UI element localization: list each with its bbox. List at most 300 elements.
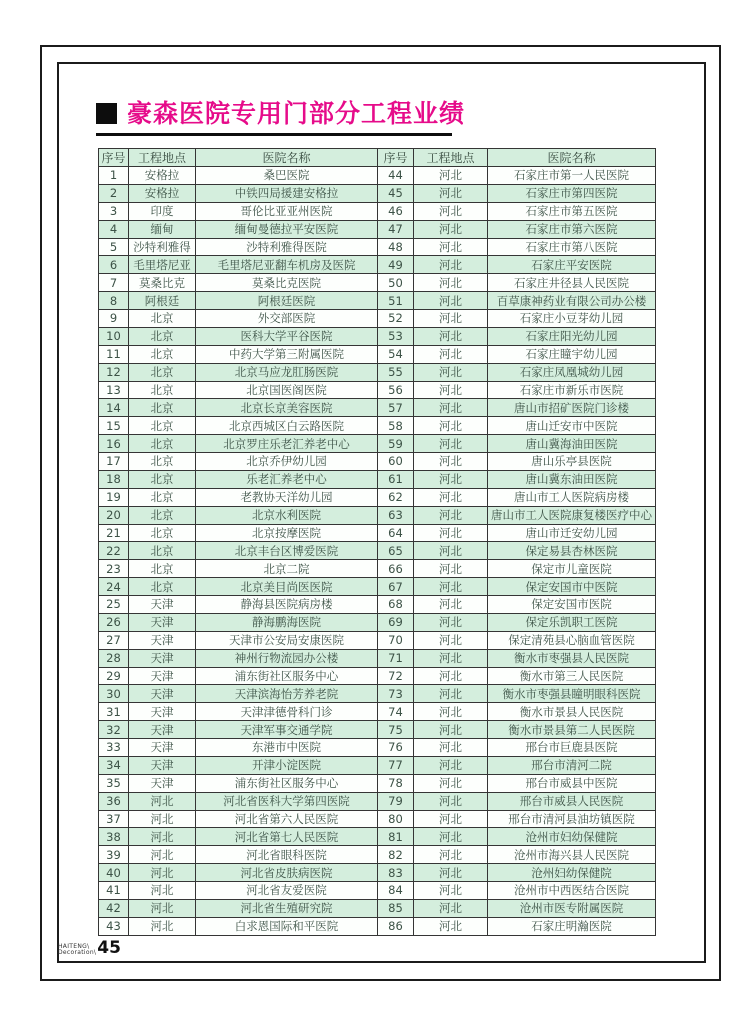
cell-index-left: 23 bbox=[99, 560, 129, 578]
title-bullet-square bbox=[96, 103, 117, 124]
cell-location-left: 北京 bbox=[129, 310, 196, 328]
cell-location-left: 缅甸 bbox=[129, 220, 196, 238]
cell-location-left: 北京 bbox=[129, 560, 196, 578]
cell-hospital-left: 北京长京美容医院 bbox=[196, 399, 378, 417]
cell-hospital-right: 石家庄市第六医院 bbox=[488, 220, 656, 238]
table-row bbox=[99, 882, 656, 900]
cell-hospital-right: 保定安国市中医院 bbox=[488, 578, 656, 596]
table-row bbox=[99, 756, 656, 774]
cell-index-right: 48 bbox=[378, 238, 414, 256]
cell-index-left: 12 bbox=[99, 363, 129, 381]
cell-index-right: 79 bbox=[378, 792, 414, 810]
table-row bbox=[99, 327, 656, 345]
cell-index-left: 19 bbox=[99, 488, 129, 506]
cell-hospital-left: 外交部医院 bbox=[196, 310, 378, 328]
cell-hospital-left: 桑巴医院 bbox=[196, 167, 378, 185]
cell-hospital-right: 保定易县杏林医院 bbox=[488, 542, 656, 560]
cell-location-left: 河北 bbox=[129, 917, 196, 935]
table-row bbox=[99, 899, 656, 917]
cell-location-right: 河北 bbox=[414, 882, 488, 900]
cell-hospital-left: 乐老汇养老中心 bbox=[196, 470, 378, 488]
cell-location-right: 河北 bbox=[414, 327, 488, 345]
cell-index-left: 38 bbox=[99, 828, 129, 846]
table-row bbox=[99, 631, 656, 649]
cell-index-left: 35 bbox=[99, 774, 129, 792]
cell-hospital-right: 唐山市工人医院康复楼医疗中心 bbox=[488, 506, 656, 524]
cell-location-left: 莫桑比克 bbox=[129, 274, 196, 292]
table-row bbox=[99, 524, 656, 542]
cell-location-right: 河北 bbox=[414, 363, 488, 381]
cell-index-left: 41 bbox=[99, 882, 129, 900]
cell-index-right: 59 bbox=[378, 435, 414, 453]
cell-location-left: 北京 bbox=[129, 470, 196, 488]
cell-location-right: 河北 bbox=[414, 578, 488, 596]
cell-location-right: 河北 bbox=[414, 756, 488, 774]
table-row bbox=[99, 506, 656, 524]
cell-location-left: 天津 bbox=[129, 685, 196, 703]
cell-hospital-right: 唐山乐亭县医院 bbox=[488, 453, 656, 471]
cell-location-left: 北京 bbox=[129, 524, 196, 542]
cell-index-left: 42 bbox=[99, 899, 129, 917]
cell-location-right: 河北 bbox=[414, 846, 488, 864]
cell-location-left: 北京 bbox=[129, 363, 196, 381]
cell-hospital-left: 北京西城区白云路医院 bbox=[196, 417, 378, 435]
cell-index-left: 25 bbox=[99, 596, 129, 614]
cell-hospital-right: 唐山冀东油田医院 bbox=[488, 470, 656, 488]
cell-hospital-left: 北京按摩医院 bbox=[196, 524, 378, 542]
cell-location-left: 安格拉 bbox=[129, 184, 196, 202]
cell-hospital-right: 石家庄市新乐市医院 bbox=[488, 381, 656, 399]
cell-hospital-left: 天津市公安局安康医院 bbox=[196, 631, 378, 649]
table-row bbox=[99, 703, 656, 721]
cell-hospital-left: 北京乔伊幼儿园 bbox=[196, 453, 378, 471]
cell-index-right: 46 bbox=[378, 202, 414, 220]
footer-logo-line2: Decoration\ bbox=[58, 949, 97, 956]
table-row bbox=[99, 739, 656, 757]
cell-index-left: 4 bbox=[99, 220, 129, 238]
cell-hospital-right: 保定乐凯职工医院 bbox=[488, 613, 656, 631]
cell-location-right: 河北 bbox=[414, 202, 488, 220]
table-row bbox=[99, 470, 656, 488]
cell-index-right: 83 bbox=[378, 864, 414, 882]
cell-hospital-left: 河北省第七人民医院 bbox=[196, 828, 378, 846]
cell-location-right: 河北 bbox=[414, 828, 488, 846]
cell-location-right: 河北 bbox=[414, 721, 488, 739]
table-row bbox=[99, 488, 656, 506]
cell-index-left: 43 bbox=[99, 917, 129, 935]
cell-hospital-left: 河北省皮肤病医院 bbox=[196, 864, 378, 882]
cell-index-left: 3 bbox=[99, 202, 129, 220]
cell-index-left: 17 bbox=[99, 453, 129, 471]
cell-hospital-right: 石家庄市第四医院 bbox=[488, 184, 656, 202]
table-row bbox=[99, 238, 656, 256]
cell-hospital-left: 医科大学平谷医院 bbox=[196, 327, 378, 345]
cell-index-left: 21 bbox=[99, 524, 129, 542]
cell-location-right: 河北 bbox=[414, 167, 488, 185]
cell-index-right: 67 bbox=[378, 578, 414, 596]
cell-hospital-right: 唐山市招矿医院门诊楼 bbox=[488, 399, 656, 417]
cell-location-right: 河北 bbox=[414, 274, 488, 292]
cell-hospital-left: 天津滨海怡芳养老院 bbox=[196, 685, 378, 703]
cell-index-right: 58 bbox=[378, 417, 414, 435]
table-row bbox=[99, 292, 656, 310]
cell-hospital-right: 保定安国市医院 bbox=[488, 596, 656, 614]
table-row bbox=[99, 363, 656, 381]
cell-location-left: 河北 bbox=[129, 899, 196, 917]
cell-location-left: 北京 bbox=[129, 488, 196, 506]
cell-location-left: 北京 bbox=[129, 435, 196, 453]
cell-location-left: 天津 bbox=[129, 631, 196, 649]
cell-hospital-right: 衡水市景县人民医院 bbox=[488, 703, 656, 721]
table-row bbox=[99, 846, 656, 864]
cell-hospital-left: 北京丰台区博爱医院 bbox=[196, 542, 378, 560]
projects-table bbox=[98, 148, 656, 936]
cell-location-left: 北京 bbox=[129, 327, 196, 345]
table-row bbox=[99, 399, 656, 417]
header-index-right: 序号 bbox=[378, 149, 414, 167]
cell-index-right: 61 bbox=[378, 470, 414, 488]
cell-hospital-left: 中药大学第三附属医院 bbox=[196, 345, 378, 363]
cell-index-right: 86 bbox=[378, 917, 414, 935]
cell-hospital-right: 邢台市清河二院 bbox=[488, 756, 656, 774]
cell-location-right: 河北 bbox=[414, 184, 488, 202]
table-row bbox=[99, 864, 656, 882]
cell-hospital-right: 邢台市威县人民医院 bbox=[488, 792, 656, 810]
table-body bbox=[99, 167, 656, 936]
cell-hospital-left: 北京罗庄乐老汇养老中心 bbox=[196, 435, 378, 453]
cell-hospital-right: 邢台市清河县油坊镇医院 bbox=[488, 810, 656, 828]
cell-hospital-left: 河北省眼科医院 bbox=[196, 846, 378, 864]
cell-hospital-right: 衡水市景县第二人民医院 bbox=[488, 721, 656, 739]
cell-location-left: 河北 bbox=[129, 846, 196, 864]
cell-index-right: 65 bbox=[378, 542, 414, 560]
cell-index-right: 77 bbox=[378, 756, 414, 774]
cell-hospital-right: 沧州妇幼保健院 bbox=[488, 864, 656, 882]
cell-hospital-right: 保定市儿童医院 bbox=[488, 560, 656, 578]
cell-hospital-left: 缅甸曼德拉平安医院 bbox=[196, 220, 378, 238]
cell-index-left: 5 bbox=[99, 238, 129, 256]
cell-hospital-left: 浦东街社区服务中心 bbox=[196, 667, 378, 685]
cell-index-right: 47 bbox=[378, 220, 414, 238]
cell-location-left: 北京 bbox=[129, 578, 196, 596]
cell-index-left: 16 bbox=[99, 435, 129, 453]
cell-location-left: 北京 bbox=[129, 542, 196, 560]
table-row bbox=[99, 202, 656, 220]
table-row bbox=[99, 184, 656, 202]
cell-index-right: 56 bbox=[378, 381, 414, 399]
cell-location-left: 印度 bbox=[129, 202, 196, 220]
cell-location-right: 河北 bbox=[414, 399, 488, 417]
cell-index-left: 26 bbox=[99, 613, 129, 631]
table-row bbox=[99, 220, 656, 238]
cell-hospital-right: 沧州市妇幼保健院 bbox=[488, 828, 656, 846]
cell-hospital-right: 唐山市工人医院病房楼 bbox=[488, 488, 656, 506]
header-hospital-left: 医院名称 bbox=[196, 149, 378, 167]
cell-hospital-right: 百草康神药业有限公司办公楼 bbox=[488, 292, 656, 310]
table-row bbox=[99, 596, 656, 614]
cell-hospital-right: 邢台市威县中医院 bbox=[488, 774, 656, 792]
cell-hospital-left: 浦东街社区服务中心 bbox=[196, 774, 378, 792]
cell-location-left: 北京 bbox=[129, 453, 196, 471]
cell-location-left: 北京 bbox=[129, 381, 196, 399]
header-location-left: 工程地点 bbox=[129, 149, 196, 167]
cell-index-right: 71 bbox=[378, 649, 414, 667]
cell-hospital-left: 中铁四局援建安格拉 bbox=[196, 184, 378, 202]
cell-location-right: 河北 bbox=[414, 470, 488, 488]
cell-index-left: 33 bbox=[99, 739, 129, 757]
cell-hospital-left: 河北省生殖研究院 bbox=[196, 899, 378, 917]
cell-index-right: 55 bbox=[378, 363, 414, 381]
cell-location-right: 河北 bbox=[414, 560, 488, 578]
table-row bbox=[99, 417, 656, 435]
cell-index-left: 1 bbox=[99, 167, 129, 185]
cell-index-left: 10 bbox=[99, 327, 129, 345]
cell-index-left: 34 bbox=[99, 756, 129, 774]
cell-location-right: 河北 bbox=[414, 792, 488, 810]
cell-hospital-left: 毛里塔尼亚翻车机房及医院 bbox=[196, 256, 378, 274]
cell-index-left: 13 bbox=[99, 381, 129, 399]
cell-hospital-right: 保定清苑县心脑血管医院 bbox=[488, 631, 656, 649]
cell-index-right: 66 bbox=[378, 560, 414, 578]
cell-index-right: 80 bbox=[378, 810, 414, 828]
table-row bbox=[99, 256, 656, 274]
table-row bbox=[99, 578, 656, 596]
cell-location-left: 河北 bbox=[129, 828, 196, 846]
cell-location-right: 河北 bbox=[414, 292, 488, 310]
cell-location-left: 天津 bbox=[129, 613, 196, 631]
cell-index-left: 11 bbox=[99, 345, 129, 363]
cell-hospital-right: 石家庄小豆芽幼儿园 bbox=[488, 310, 656, 328]
table-row bbox=[99, 917, 656, 935]
cell-location-right: 河北 bbox=[414, 667, 488, 685]
cell-hospital-right: 石家庄市第一人民医院 bbox=[488, 167, 656, 185]
cell-location-right: 河北 bbox=[414, 739, 488, 757]
cell-location-right: 河北 bbox=[414, 435, 488, 453]
cell-location-left: 北京 bbox=[129, 506, 196, 524]
cell-location-left: 天津 bbox=[129, 739, 196, 757]
table-row bbox=[99, 649, 656, 667]
cell-hospital-left: 沙特利雅得医院 bbox=[196, 238, 378, 256]
cell-location-right: 河北 bbox=[414, 917, 488, 935]
cell-hospital-right: 石家庄凤凰城幼儿园 bbox=[488, 363, 656, 381]
cell-index-left: 14 bbox=[99, 399, 129, 417]
cell-location-left: 毛里塔尼亚 bbox=[129, 256, 196, 274]
cell-hospital-right: 石家庄平安医院 bbox=[488, 256, 656, 274]
cell-hospital-right: 沧州市中西医结合医院 bbox=[488, 882, 656, 900]
cell-index-right: 82 bbox=[378, 846, 414, 864]
cell-hospital-left: 河北省第六人民医院 bbox=[196, 810, 378, 828]
table-row bbox=[99, 685, 656, 703]
cell-location-left: 天津 bbox=[129, 667, 196, 685]
cell-index-right: 76 bbox=[378, 739, 414, 757]
header-index-left: 序号 bbox=[99, 149, 129, 167]
cell-index-left: 31 bbox=[99, 703, 129, 721]
table-row bbox=[99, 560, 656, 578]
cell-index-left: 18 bbox=[99, 470, 129, 488]
cell-index-left: 36 bbox=[99, 792, 129, 810]
cell-hospital-left: 河北省医科大学第四医院 bbox=[196, 792, 378, 810]
cell-hospital-right: 沧州市医专附属医院 bbox=[488, 899, 656, 917]
cell-hospital-right: 衡水市枣强县瞳明眼科医院 bbox=[488, 685, 656, 703]
cell-hospital-left: 神州行物流园办公楼 bbox=[196, 649, 378, 667]
table-row bbox=[99, 542, 656, 560]
cell-location-right: 河北 bbox=[414, 238, 488, 256]
cell-index-right: 74 bbox=[378, 703, 414, 721]
cell-index-right: 75 bbox=[378, 721, 414, 739]
cell-hospital-left: 东港市中医院 bbox=[196, 739, 378, 757]
table-row bbox=[99, 167, 656, 185]
cell-location-right: 河北 bbox=[414, 596, 488, 614]
cell-index-right: 78 bbox=[378, 774, 414, 792]
cell-index-left: 39 bbox=[99, 846, 129, 864]
cell-index-left: 15 bbox=[99, 417, 129, 435]
cell-location-left: 河北 bbox=[129, 882, 196, 900]
cell-hospital-left: 河北省友爱医院 bbox=[196, 882, 378, 900]
page-number: 45 bbox=[97, 938, 121, 958]
cell-hospital-right: 石家庄阳光幼儿园 bbox=[488, 327, 656, 345]
cell-hospital-left: 北京水利医院 bbox=[196, 506, 378, 524]
cell-index-left: 37 bbox=[99, 810, 129, 828]
cell-location-right: 河北 bbox=[414, 453, 488, 471]
cell-index-left: 28 bbox=[99, 649, 129, 667]
table-row bbox=[99, 274, 656, 292]
cell-location-left: 河北 bbox=[129, 810, 196, 828]
cell-index-right: 85 bbox=[378, 899, 414, 917]
cell-index-left: 29 bbox=[99, 667, 129, 685]
cell-location-right: 河北 bbox=[414, 381, 488, 399]
page-title-text: 豪森医院专用门部分工程业绩 bbox=[127, 99, 466, 128]
cell-index-right: 73 bbox=[378, 685, 414, 703]
cell-index-right: 57 bbox=[378, 399, 414, 417]
cell-index-right: 68 bbox=[378, 596, 414, 614]
cell-hospital-left: 天津津德骨科门诊 bbox=[196, 703, 378, 721]
cell-hospital-right: 石家庄明瀚医院 bbox=[488, 917, 656, 935]
cell-hospital-left: 白求恩国际和平医院 bbox=[196, 917, 378, 935]
cell-location-left: 北京 bbox=[129, 345, 196, 363]
cell-index-right: 51 bbox=[378, 292, 414, 310]
cell-index-left: 22 bbox=[99, 542, 129, 560]
cell-index-left: 7 bbox=[99, 274, 129, 292]
cell-hospital-left: 开津小淀医院 bbox=[196, 756, 378, 774]
cell-location-right: 河北 bbox=[414, 256, 488, 274]
table-row bbox=[99, 453, 656, 471]
cell-location-left: 天津 bbox=[129, 649, 196, 667]
cell-hospital-right: 唐山冀海油田医院 bbox=[488, 435, 656, 453]
footer-mark bbox=[58, 938, 121, 958]
table-row bbox=[99, 310, 656, 328]
cell-location-right: 河北 bbox=[414, 506, 488, 524]
cell-location-right: 河北 bbox=[414, 345, 488, 363]
cell-index-left: 40 bbox=[99, 864, 129, 882]
cell-hospital-right: 衡水市第三人民医院 bbox=[488, 667, 656, 685]
table-row bbox=[99, 435, 656, 453]
cell-location-left: 北京 bbox=[129, 417, 196, 435]
cell-location-right: 河北 bbox=[414, 220, 488, 238]
cell-index-right: 49 bbox=[378, 256, 414, 274]
cell-index-left: 24 bbox=[99, 578, 129, 596]
cell-index-left: 20 bbox=[99, 506, 129, 524]
cell-hospital-right: 唐山迁安市中医院 bbox=[488, 417, 656, 435]
cell-location-left: 沙特利雅得 bbox=[129, 238, 196, 256]
cell-index-left: 27 bbox=[99, 631, 129, 649]
cell-hospital-right: 沧州市海兴县人民医院 bbox=[488, 846, 656, 864]
cell-location-right: 河北 bbox=[414, 774, 488, 792]
table-row bbox=[99, 828, 656, 846]
cell-hospital-left: 北京二院 bbox=[196, 560, 378, 578]
cell-location-left: 安格拉 bbox=[129, 167, 196, 185]
cell-location-right: 河北 bbox=[414, 703, 488, 721]
cell-index-left: 32 bbox=[99, 721, 129, 739]
cell-hospital-left: 阿根廷医院 bbox=[196, 292, 378, 310]
cell-hospital-right: 石家庄市第八医院 bbox=[488, 238, 656, 256]
cell-hospital-right: 石家庄市第五医院 bbox=[488, 202, 656, 220]
table-row bbox=[99, 381, 656, 399]
cell-index-right: 53 bbox=[378, 327, 414, 345]
cell-location-right: 河北 bbox=[414, 649, 488, 667]
cell-hospital-right: 唐山市迁安幼儿园 bbox=[488, 524, 656, 542]
cell-index-right: 62 bbox=[378, 488, 414, 506]
header-hospital-right: 医院名称 bbox=[488, 149, 656, 167]
cell-location-right: 河北 bbox=[414, 524, 488, 542]
cell-index-left: 2 bbox=[99, 184, 129, 202]
cell-location-left: 天津 bbox=[129, 774, 196, 792]
cell-hospital-left: 莫桑比克医院 bbox=[196, 274, 378, 292]
cell-index-right: 84 bbox=[378, 882, 414, 900]
cell-location-right: 河北 bbox=[414, 310, 488, 328]
cell-index-right: 69 bbox=[378, 613, 414, 631]
cell-index-right: 72 bbox=[378, 667, 414, 685]
cell-index-right: 44 bbox=[378, 167, 414, 185]
table-row bbox=[99, 613, 656, 631]
cell-hospital-left: 北京国医阁医院 bbox=[196, 381, 378, 399]
page-title bbox=[96, 99, 466, 136]
cell-location-left: 天津 bbox=[129, 756, 196, 774]
table-row bbox=[99, 345, 656, 363]
cell-location-right: 河北 bbox=[414, 631, 488, 649]
cell-location-right: 河北 bbox=[414, 899, 488, 917]
cell-location-right: 河北 bbox=[414, 488, 488, 506]
cell-index-right: 70 bbox=[378, 631, 414, 649]
cell-index-right: 45 bbox=[378, 184, 414, 202]
header-location-right: 工程地点 bbox=[414, 149, 488, 167]
cell-hospital-left: 天津军事交通学院 bbox=[196, 721, 378, 739]
cell-location-left: 阿根廷 bbox=[129, 292, 196, 310]
cell-index-right: 60 bbox=[378, 453, 414, 471]
cell-index-left: 30 bbox=[99, 685, 129, 703]
footer-logo bbox=[58, 944, 96, 957]
table-row bbox=[99, 667, 656, 685]
cell-index-left: 6 bbox=[99, 256, 129, 274]
cell-index-right: 52 bbox=[378, 310, 414, 328]
cell-location-right: 河北 bbox=[414, 613, 488, 631]
cell-hospital-left: 静海县医院病房楼 bbox=[196, 596, 378, 614]
cell-index-left: 8 bbox=[99, 292, 129, 310]
cell-location-left: 天津 bbox=[129, 596, 196, 614]
table-row bbox=[99, 721, 656, 739]
table-header-row bbox=[99, 149, 656, 167]
cell-location-right: 河北 bbox=[414, 810, 488, 828]
cell-hospital-right: 衡水市枣强县人民医院 bbox=[488, 649, 656, 667]
cell-index-left: 9 bbox=[99, 310, 129, 328]
cell-index-right: 63 bbox=[378, 506, 414, 524]
cell-hospital-right: 邢台市巨鹿县医院 bbox=[488, 739, 656, 757]
cell-index-right: 50 bbox=[378, 274, 414, 292]
cell-location-left: 河北 bbox=[129, 864, 196, 882]
table-row bbox=[99, 774, 656, 792]
footer-logo-line1: HAITENG\ bbox=[58, 942, 90, 950]
cell-location-right: 河北 bbox=[414, 685, 488, 703]
cell-index-right: 54 bbox=[378, 345, 414, 363]
